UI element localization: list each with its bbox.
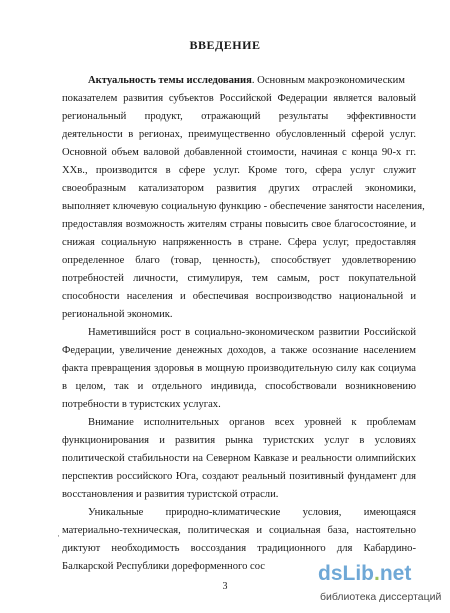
text-line: региональной экономик. [62, 309, 173, 320]
logo-tld-text: net [379, 562, 412, 585]
text-line: показателем развития субъектов Российской Федерации является валовый [62, 93, 416, 104]
logo-main-text: dsLib [318, 562, 374, 585]
watermark-subtitle: библиотека диссертаций [320, 591, 442, 603]
text-line: восстановления и развития туристской отрасли. [62, 489, 279, 500]
logo-dot: . [374, 562, 380, 585]
text-line: факта превращения здоровья в мощную производительную силу как социума [62, 363, 416, 374]
text-line: Внимание исполнительных органов всех уровней к проблемам [88, 417, 416, 428]
text-line: деятельности в регионах, преимущественно обусловленный сферой услуг. [62, 129, 416, 140]
text-line: материально-техническая, политическая и социальная база, настоятельно [62, 525, 416, 536]
text-line: политической стабильности на Северном Кавказе и реальности олимпийских [62, 453, 416, 464]
page-title: ВВЕДЕНИЕ [189, 38, 261, 52]
paragraph-1-line-1 [88, 74, 405, 88]
text-line: Наметившийся рост в социально-экономическом развитии Российской [88, 327, 416, 338]
scan-speck: · [57, 531, 60, 541]
text-line: способности населения и обеспечивая воспроизводство национальной и [62, 291, 416, 302]
text-line: региональный продукт, отражающий результаты эффективности [62, 111, 416, 122]
page-number: 3 [222, 581, 228, 592]
text-line: Основной объем валовой добавленной стоимости, начиная с конца 90-х гг. [62, 147, 416, 158]
text-line: XXв., производится в сфере услуг. Кроме того, сфера услуг служит [62, 165, 416, 176]
dslib-logo [318, 562, 411, 586]
text-line: определенное благо (товар, ценность), способствует удовлетворению [62, 255, 416, 266]
text-line: предоставляя возможность жителям страны повысить свое благосостояние, и [62, 219, 416, 230]
text-line: функционирования и развития рынка туристских услуг в условиях [62, 435, 416, 446]
text-line: Уникальные природно-климатические условия, имеющаяся [88, 507, 416, 518]
relevance-heading: Актуальность темы исследования [88, 75, 252, 86]
text-line: в целом, так и отдельного индивида, способствовали возникновению [62, 381, 416, 392]
paragraph-1-line-1-rest: . Основным макроэкономическим [251, 75, 405, 86]
text-line: потребностей личности, стимулируя, тем самым, рост покупательной [62, 273, 416, 284]
text-line: снижая социальную напряженность в стране. Сфера услуг, предоставляя [62, 237, 416, 248]
text-line: своеобразным катализатором развития других отраслей экономики, [62, 183, 416, 194]
text-line: перспектив российского Юга, создают реальный позитивный фундамент для [62, 471, 416, 482]
text-line: потребности в туристских услугах. [62, 399, 221, 410]
text-line: диктуют необходимость воссоздания традиционного для Кабардино- [62, 543, 416, 554]
text-line: Федерации, увеличение денежных доходов, а также осознание населением [62, 345, 416, 356]
text-line: выполняет ключевую социальную функцию - обеспечение занятости населения, [62, 201, 425, 212]
text-line: Балкарской Республики дореформенного сос [62, 561, 266, 572]
